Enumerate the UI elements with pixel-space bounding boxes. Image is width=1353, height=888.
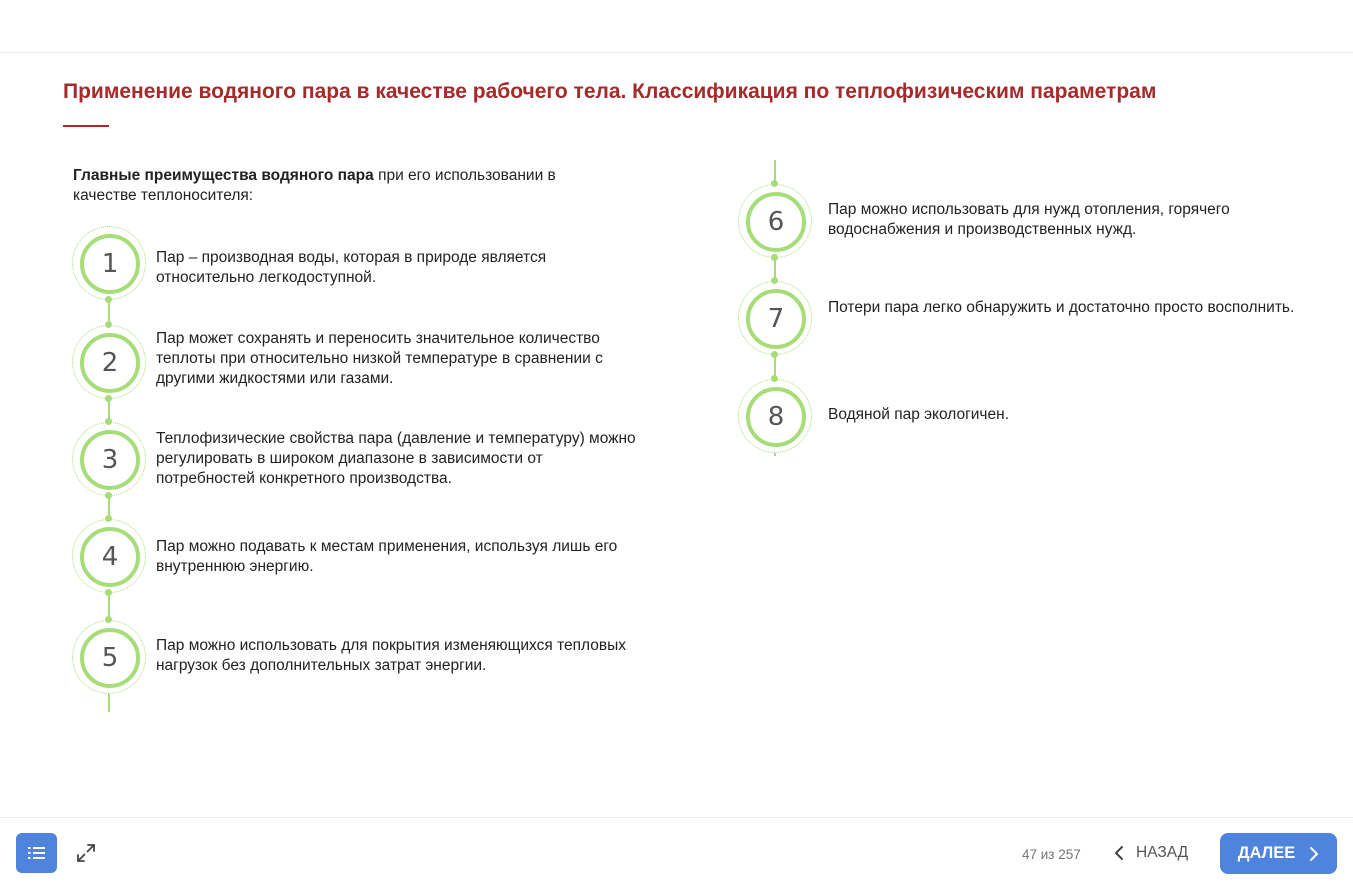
step-number: 6 <box>746 192 806 252</box>
step-text: Пар может сохранять и переносить значительное количество теплоты при относительно низкой температуре в сравнении с другими жидкостями или газами. <box>156 330 603 387</box>
intro-rest: при его использовании в качестве теплоносителя: <box>73 167 556 204</box>
slide-title: Применение водяного пара в качестве рабочего тела. Классификация по теплофизическим параметрам <box>63 80 1157 103</box>
advantage-item-1 <box>72 226 692 306</box>
fullscreen-icon <box>76 843 96 863</box>
step-number: 3 <box>80 430 140 490</box>
step-badge <box>72 226 146 300</box>
next-button[interactable] <box>1220 833 1337 874</box>
step-badge <box>738 184 812 258</box>
list-icon <box>28 846 46 860</box>
step-badge <box>738 379 812 453</box>
step-number: 8 <box>746 387 806 447</box>
step-text: Пар можно использовать для покрытия изменяющихся тепловых нагрузок без дополнительных затрат энергии. <box>156 637 626 674</box>
step-number: 5 <box>80 628 140 688</box>
back-button[interactable] <box>1114 840 1188 866</box>
step-text: Пар можно использовать для нужд отопления, горячего водоснабжения и производственных нужд. <box>828 201 1230 238</box>
chevron-right-icon <box>1309 846 1319 862</box>
advantage-item-2 <box>72 325 692 405</box>
step-number: 1 <box>80 234 140 294</box>
bottom-bar <box>0 817 1353 888</box>
step-badge <box>72 620 146 694</box>
advantage-item-6 <box>738 184 1353 264</box>
step-text: Потери пара легко обнаружить и достаточно просто восполнить. <box>828 299 1295 316</box>
step-number: 7 <box>746 289 806 349</box>
back-button-label: НАЗАД <box>1136 844 1189 861</box>
chevron-left-icon <box>1114 845 1124 861</box>
step-number: 2 <box>80 333 140 393</box>
table-of-contents-button[interactable] <box>16 833 57 873</box>
intro-bold: Главные преимущества водяного пара <box>73 167 374 184</box>
next-button-label: ДАЛЕЕ <box>1237 844 1296 862</box>
intro-text <box>73 166 593 206</box>
step-text: Водяной пар экологичен. <box>828 406 1009 423</box>
step-badge <box>72 325 146 399</box>
top-bar <box>0 0 1353 53</box>
step-number: 4 <box>80 527 140 587</box>
step-badge <box>72 422 146 496</box>
step-text: Пар – производная воды, которая в природе является относительно легкодоступной. <box>156 249 547 286</box>
advantage-item-3 <box>72 422 692 502</box>
step-badge <box>738 281 812 355</box>
title-underline <box>63 125 109 127</box>
advantage-item-8 <box>738 379 1353 459</box>
fullscreen-button[interactable] <box>74 841 98 865</box>
advantage-item-5 <box>72 620 692 700</box>
page-counter: 47 из 257 <box>1022 847 1081 862</box>
step-text: Пар можно подавать к местам применения, используя лишь его внутреннюю энергию. <box>156 538 618 575</box>
step-text: Теплофизические свойства пара (давление и температуру) можно регулировать в широком диапазоне в зависимости от потребностей конкретного производства. <box>156 430 636 487</box>
advantage-item-7 <box>738 281 1353 361</box>
step-badge <box>72 519 146 593</box>
advantage-item-4 <box>72 519 692 599</box>
